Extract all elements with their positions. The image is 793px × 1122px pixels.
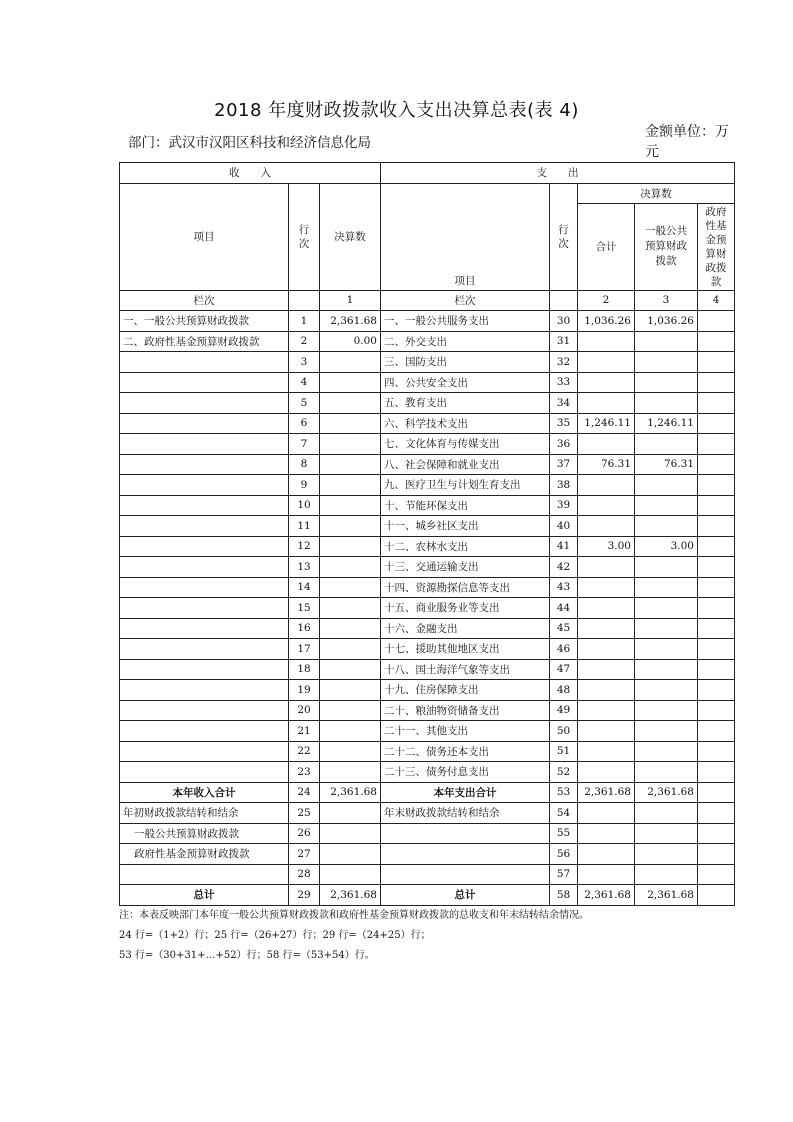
- year-income-no: 24: [289, 782, 320, 803]
- table-row: [120, 331, 735, 352]
- table-row: [120, 659, 735, 680]
- end-no-3: 56: [550, 844, 578, 865]
- cell-general: [635, 434, 698, 455]
- cell-total: [578, 762, 635, 783]
- table-row: [120, 536, 735, 557]
- table-row: [120, 454, 735, 475]
- cell-ex-no: 51: [550, 741, 578, 762]
- cell-in-item: [120, 516, 289, 537]
- cell-general: [635, 618, 698, 639]
- begin-general-amt: [320, 823, 381, 844]
- cell-in-amt: [320, 741, 381, 762]
- cell-ex-no: 36: [550, 434, 578, 455]
- blank-fund: [698, 864, 735, 885]
- cell-fund: [698, 577, 735, 598]
- cell-in-item: [120, 372, 289, 393]
- cell-ex-item: 五、教育支出: [381, 393, 550, 414]
- cell-in-no: 16: [289, 618, 320, 639]
- col-label-2: 栏次: [381, 290, 550, 311]
- cell-total: [578, 639, 635, 660]
- cell-ex-item: 二十二、债务还本支出: [381, 741, 550, 762]
- col-4: 4: [698, 290, 735, 311]
- cell-general: [635, 577, 698, 598]
- table-row: [120, 700, 735, 721]
- cell-in-no: 7: [289, 434, 320, 455]
- cell-in-no: 22: [289, 741, 320, 762]
- cell-in-no: 1: [289, 311, 320, 332]
- cell-general: [635, 680, 698, 701]
- cell-ex-no: 33: [550, 372, 578, 393]
- cell-general: [635, 721, 698, 742]
- cell-general: 1,036.26: [635, 311, 698, 332]
- cell-general: 3.00: [635, 536, 698, 557]
- begin-amt: [320, 803, 381, 824]
- cell-total: [578, 475, 635, 496]
- table-row: [120, 516, 735, 537]
- cell-ex-item: 十五、商业服务业等支出: [381, 598, 550, 619]
- col-1: 1: [320, 290, 381, 311]
- grand-no: 29: [289, 885, 320, 906]
- end-blank-item-2: [381, 844, 550, 865]
- begin-fund-no: 27: [289, 844, 320, 865]
- total-header: 合计: [578, 203, 635, 290]
- cell-in-item: [120, 598, 289, 619]
- cell-ex-item: 二十三、债务付息支出: [381, 762, 550, 783]
- cell-in-amt: [320, 434, 381, 455]
- cell-general: [635, 659, 698, 680]
- cell-ex-item: 十九、住房保障支出: [381, 680, 550, 701]
- cell-ex-item: 二、外交支出: [381, 331, 550, 352]
- cell-fund: [698, 762, 735, 783]
- cell-total: 1,246.11: [578, 413, 635, 434]
- cell-ex-no: 35: [550, 413, 578, 434]
- cell-general: [635, 762, 698, 783]
- cell-fund: [698, 557, 735, 578]
- table-row: [120, 434, 735, 455]
- cell-ex-item: 九、医疗卫生与计划生育支出: [381, 475, 550, 496]
- cell-in-item: [120, 536, 289, 557]
- cell-in-no: 11: [289, 516, 320, 537]
- cell-in-amt: [320, 393, 381, 414]
- cell-fund: [698, 741, 735, 762]
- cell-in-amt: [320, 700, 381, 721]
- cell-in-item: [120, 557, 289, 578]
- cell-total: [578, 721, 635, 742]
- table-row: [120, 557, 735, 578]
- cell-general: [635, 475, 698, 496]
- cell-ex-no: 44: [550, 598, 578, 619]
- cell-fund: [698, 618, 735, 639]
- cell-fund: [698, 598, 735, 619]
- cell-in-no: 14: [289, 577, 320, 598]
- end-fund: [698, 803, 735, 824]
- end-blank-fund-2: [698, 844, 735, 865]
- cell-ex-item: 三、国防支出: [381, 352, 550, 373]
- cell-general: [635, 331, 698, 352]
- cell-total: 3.00: [578, 536, 635, 557]
- blank-total: [578, 864, 635, 885]
- cell-ex-no: 34: [550, 393, 578, 414]
- end-no: 54: [550, 803, 578, 824]
- cell-fund: [698, 454, 735, 475]
- cell-ex-item: 十二、农林水支出: [381, 536, 550, 557]
- income-header: 收 入: [120, 163, 381, 184]
- cell-general: 1,246.11: [635, 413, 698, 434]
- cell-general: [635, 557, 698, 578]
- cell-ex-item: 十六、金融支出: [381, 618, 550, 639]
- department-label: 部门：武汉市汉阳区科技和经济信息化局: [128, 135, 371, 151]
- expense-item-header: 项目: [381, 183, 550, 290]
- expense-header: 支 出: [381, 163, 735, 184]
- begin-label: 年初财政拨款结转和结余: [120, 803, 289, 824]
- cell-in-no: 15: [289, 598, 320, 619]
- cell-general: [635, 700, 698, 721]
- income-final-header: 决算数: [320, 183, 381, 290]
- cell-ex-item: 十一、城乡社区支出: [381, 516, 550, 537]
- cell-in-no: 21: [289, 721, 320, 742]
- cell-total: [578, 331, 635, 352]
- cell-ex-no: 52: [550, 762, 578, 783]
- end-blank-fund: [698, 823, 735, 844]
- col-3: 3: [635, 290, 698, 311]
- cell-in-no: 4: [289, 372, 320, 393]
- income-item-header: 项目: [120, 183, 289, 290]
- cell-fund: [698, 331, 735, 352]
- cell-in-no: 10: [289, 495, 320, 516]
- cell-fund: [698, 372, 735, 393]
- cell-general: [635, 516, 698, 537]
- year-expense-no: 53: [550, 782, 578, 803]
- cell-ex-item: 十三、交通运输支出: [381, 557, 550, 578]
- cell-total: [578, 352, 635, 373]
- cell-general: [635, 352, 698, 373]
- cell-in-item: [120, 618, 289, 639]
- cell-total: [578, 680, 635, 701]
- cell-ex-no: 42: [550, 557, 578, 578]
- cell-fund: [698, 516, 735, 537]
- cell-in-no: 2: [289, 331, 320, 352]
- cell-in-item: [120, 495, 289, 516]
- note-line: 24 行=（1+2）行；25 行=（26+27）行；29 行=（24+25）行；: [119, 930, 431, 941]
- cell-fund: [698, 352, 735, 373]
- cell-in-amt: [320, 372, 381, 393]
- cell-fund: [698, 700, 735, 721]
- cell-in-no: 23: [289, 762, 320, 783]
- cell-in-item: [120, 475, 289, 496]
- cell-ex-no: 48: [550, 680, 578, 701]
- cell-ex-item: 十八、国土海洋气象等支出: [381, 659, 550, 680]
- grand-fund: [698, 885, 735, 906]
- table-row: [120, 598, 735, 619]
- cell-ex-item: 六、科学技术支出: [381, 413, 550, 434]
- begin-general-no: 26: [289, 823, 320, 844]
- table-row: [120, 618, 735, 639]
- grand-total: 2,361.68: [578, 885, 635, 906]
- end-no-2: 55: [550, 823, 578, 844]
- expense-row-no-header: 行次: [550, 183, 578, 290]
- end-total: [578, 803, 635, 824]
- cell-general: [635, 393, 698, 414]
- cell-in-amt: [320, 680, 381, 701]
- cell-fund: [698, 393, 735, 414]
- cell-in-amt: 0.00: [320, 331, 381, 352]
- cell-ex-no: 45: [550, 618, 578, 639]
- cell-total: 1,036.26: [578, 311, 635, 332]
- cell-in-no: 19: [289, 680, 320, 701]
- col-blank-2: [550, 290, 578, 311]
- table-row: [120, 639, 735, 660]
- col-blank: [289, 290, 320, 311]
- cell-fund: [698, 495, 735, 516]
- cell-ex-item: 一、一般公共服务支出: [381, 311, 550, 332]
- cell-in-item: [120, 434, 289, 455]
- cell-total: [578, 516, 635, 537]
- cell-fund: [698, 536, 735, 557]
- cell-ex-item: 十、节能环保支出: [381, 495, 550, 516]
- cell-in-amt: [320, 598, 381, 619]
- general-budget-header: 一般公共预算财政拨款: [635, 203, 698, 290]
- cell-total: [578, 618, 635, 639]
- table-row: [120, 721, 735, 742]
- cell-ex-no: 32: [550, 352, 578, 373]
- begin-general-label: 一般公共预算财政拨款: [120, 823, 289, 844]
- cell-fund: [698, 639, 735, 660]
- table-row: [120, 762, 735, 783]
- cell-fund: [698, 413, 735, 434]
- cell-in-item: [120, 454, 289, 475]
- cell-general: [635, 598, 698, 619]
- cell-total: [578, 557, 635, 578]
- table-row: [120, 495, 735, 516]
- cell-ex-no: 39: [550, 495, 578, 516]
- cell-ex-item: 十七、援助其他地区支出: [381, 639, 550, 660]
- table-row: [120, 741, 735, 762]
- end-blank-general-2: [635, 844, 698, 865]
- cell-in-no: 17: [289, 639, 320, 660]
- cell-in-no: 5: [289, 393, 320, 414]
- blank-amt: [320, 864, 381, 885]
- cell-fund: [698, 659, 735, 680]
- financial-table: [119, 162, 735, 906]
- cell-ex-no: 30: [550, 311, 578, 332]
- cell-fund: [698, 721, 735, 742]
- cell-in-item: [120, 577, 289, 598]
- cell-ex-no: 38: [550, 475, 578, 496]
- begin-no: 25: [289, 803, 320, 824]
- cell-in-no: 3: [289, 352, 320, 373]
- cell-in-item: [120, 639, 289, 660]
- cell-fund: [698, 311, 735, 332]
- cell-general: 76.31: [635, 454, 698, 475]
- notes: [119, 906, 589, 966]
- gov-fund-header: 政府性基金预算财政拨款: [698, 203, 735, 290]
- income-row-no-header: 行次: [289, 183, 320, 290]
- cell-in-item: 一、一般公共预算财政拨款: [120, 311, 289, 332]
- cell-total: [578, 393, 635, 414]
- cell-in-amt: [320, 454, 381, 475]
- cell-in-no: 18: [289, 659, 320, 680]
- cell-in-item: [120, 700, 289, 721]
- end-blank-general: [635, 823, 698, 844]
- cell-in-amt: [320, 352, 381, 373]
- cell-in-item: [120, 413, 289, 434]
- blank-general: [635, 864, 698, 885]
- grand-general: 2,361.68: [635, 885, 698, 906]
- year-expense-fund: [698, 782, 735, 803]
- cell-total: [578, 598, 635, 619]
- end-blank-total-2: [578, 844, 635, 865]
- cell-ex-no: 31: [550, 331, 578, 352]
- end-blank-total: [578, 823, 635, 844]
- begin-fund-amt: [320, 844, 381, 865]
- cell-ex-no: 37: [550, 454, 578, 475]
- table-row: [120, 680, 735, 701]
- cell-ex-no: 46: [550, 639, 578, 660]
- cell-total: [578, 372, 635, 393]
- table-row: [120, 352, 735, 373]
- cell-in-amt: [320, 413, 381, 434]
- cell-in-item: [120, 762, 289, 783]
- col-label: 栏次: [120, 290, 289, 311]
- cell-total: [578, 495, 635, 516]
- page-title: 2018 年度财政拨款收入支出决算总表(表 4): [214, 100, 579, 121]
- table-row: [120, 413, 735, 434]
- cell-total: [578, 700, 635, 721]
- cell-in-item: 二、政府性基金预算财政拨款: [120, 331, 289, 352]
- table-row: [120, 311, 735, 332]
- cell-in-item: [120, 741, 289, 762]
- year-expense-total: 2,361.68: [578, 782, 635, 803]
- cell-total: [578, 741, 635, 762]
- cell-in-amt: 2,361.68: [320, 311, 381, 332]
- cell-in-amt: [320, 762, 381, 783]
- year-expense-label: 本年支出合计: [381, 782, 550, 803]
- cell-ex-item: 八、社会保障和就业支出: [381, 454, 550, 475]
- cell-in-amt: [320, 577, 381, 598]
- end-label: 年末财政拨款结转和结余: [381, 803, 550, 824]
- table-row: [120, 372, 735, 393]
- cell-ex-no: 41: [550, 536, 578, 557]
- cell-in-amt: [320, 639, 381, 660]
- grand-no-2: 58: [550, 885, 578, 906]
- expense-final-group-header: 决算数: [578, 183, 735, 203]
- cell-ex-item: 四、公共安全支出: [381, 372, 550, 393]
- cell-fund: [698, 434, 735, 455]
- cell-in-amt: [320, 536, 381, 557]
- cell-total: 76.31: [578, 454, 635, 475]
- cell-general: [635, 741, 698, 762]
- year-income-label: 本年收入合计: [120, 782, 289, 803]
- cell-ex-item: 十四、资源勘探信息等支出: [381, 577, 550, 598]
- cell-total: [578, 434, 635, 455]
- cell-ex-no: 50: [550, 721, 578, 742]
- cell-in-no: 9: [289, 475, 320, 496]
- blank-no: 28: [289, 864, 320, 885]
- cell-ex-item: 七、文化体育与传媒支出: [381, 434, 550, 455]
- cell-in-item: [120, 659, 289, 680]
- grand-label: 总计: [120, 885, 289, 906]
- cell-ex-no: 43: [550, 577, 578, 598]
- unit-label: 金额单位：万元: [645, 124, 729, 160]
- cell-in-amt: [320, 721, 381, 742]
- cell-ex-no: 47: [550, 659, 578, 680]
- cell-in-amt: [320, 659, 381, 680]
- table-row: [120, 577, 735, 598]
- cell-in-amt: [320, 475, 381, 496]
- cell-in-amt: [320, 618, 381, 639]
- table-row: [120, 475, 735, 496]
- cell-in-item: [120, 393, 289, 414]
- cell-fund: [698, 475, 735, 496]
- year-expense-general: 2,361.68: [635, 782, 698, 803]
- cell-in-no: 12: [289, 536, 320, 557]
- cell-general: [635, 372, 698, 393]
- blank-item: [120, 864, 289, 885]
- note-line: 注：本表反映部门本年度一般公共预算财政拨款和政府性基金预算财政拨款的总收支和年末结转结余情况。: [119, 910, 589, 921]
- cell-ex-no: 40: [550, 516, 578, 537]
- cell-ex-item: 二十、粮油物资储备支出: [381, 700, 550, 721]
- cell-fund: [698, 680, 735, 701]
- cell-in-amt: [320, 557, 381, 578]
- end-blank-item: [381, 823, 550, 844]
- cell-in-amt: [320, 516, 381, 537]
- cell-in-item: [120, 721, 289, 742]
- cell-general: [635, 495, 698, 516]
- cell-total: [578, 577, 635, 598]
- cell-in-no: 20: [289, 700, 320, 721]
- cell-total: [578, 659, 635, 680]
- cell-general: [635, 639, 698, 660]
- col-2: 2: [578, 290, 635, 311]
- grand-amt: 2,361.68: [320, 885, 381, 906]
- year-income-amt: 2,361.68: [320, 782, 381, 803]
- cell-ex-no: 49: [550, 700, 578, 721]
- note-line: 53 行=（30+31+…+52）行；58 行=（53+54）行。: [119, 950, 375, 961]
- end-general: [635, 803, 698, 824]
- cell-ex-item: 二十一、其他支出: [381, 721, 550, 742]
- cell-in-amt: [320, 495, 381, 516]
- cell-in-no: 6: [289, 413, 320, 434]
- grand-label-2: 总计: [381, 885, 550, 906]
- table-row: [120, 393, 735, 414]
- cell-in-no: 13: [289, 557, 320, 578]
- blank-no-2: 57: [550, 864, 578, 885]
- cell-in-no: 8: [289, 454, 320, 475]
- cell-in-item: [120, 680, 289, 701]
- blank-item-2: [381, 864, 550, 885]
- cell-in-item: [120, 352, 289, 373]
- begin-fund-label: 政府性基金预算财政拨款: [120, 844, 289, 865]
